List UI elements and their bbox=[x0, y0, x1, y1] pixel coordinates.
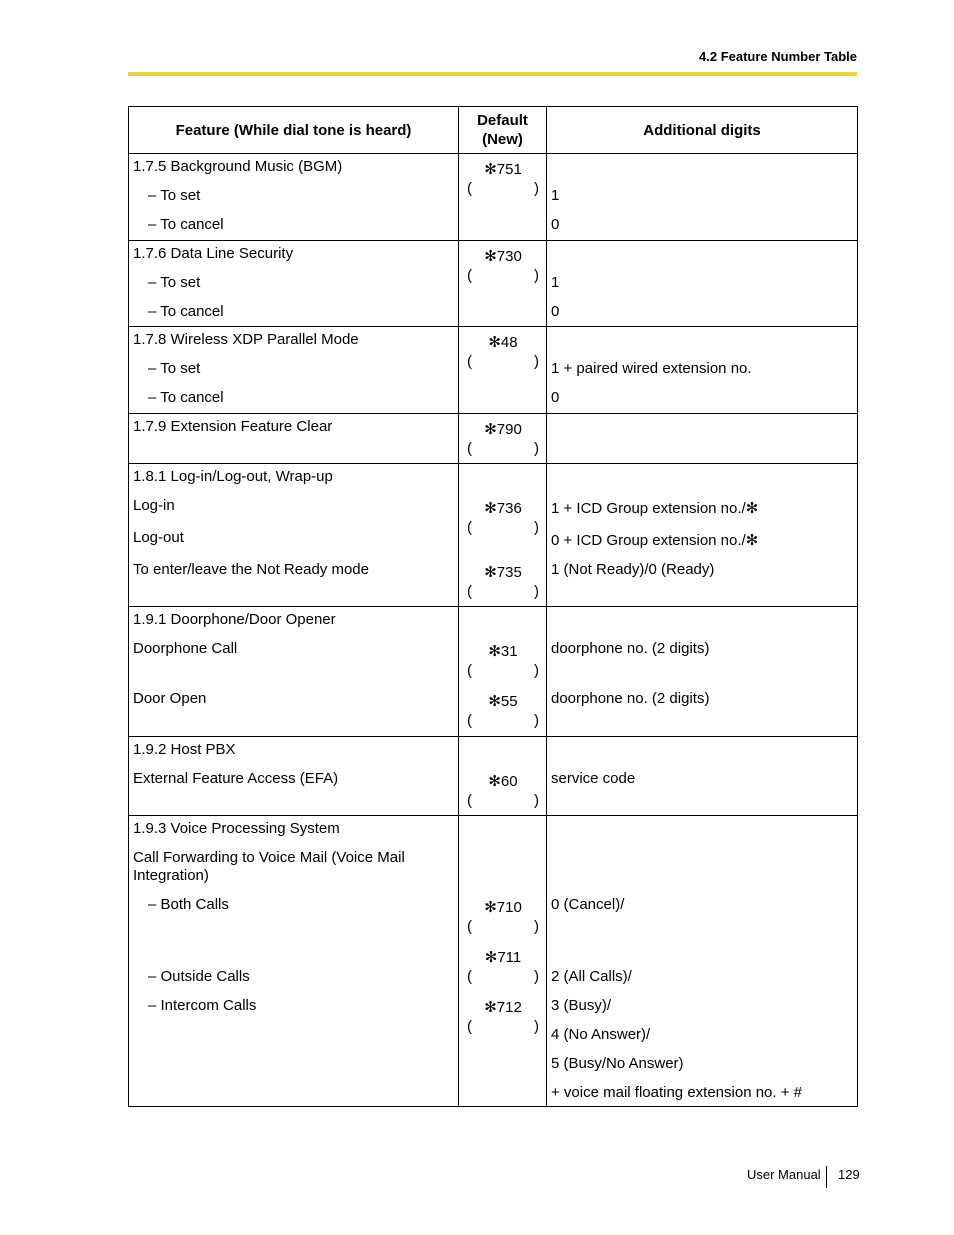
default-cell bbox=[459, 607, 547, 737]
digit-item: 0 bbox=[551, 303, 560, 320]
feature-item: – Both Calls bbox=[148, 896, 229, 913]
table-row bbox=[129, 737, 858, 816]
new-code-blank bbox=[459, 583, 547, 601]
feature-item: Log-out bbox=[133, 529, 184, 546]
digit-item: 0 (Cancel)/ bbox=[551, 896, 625, 913]
digit-item: service code bbox=[551, 770, 636, 787]
feature-item: – Intercom Calls bbox=[148, 997, 257, 1014]
default-cell bbox=[459, 816, 547, 1107]
digits-cell bbox=[547, 327, 858, 414]
table-row bbox=[129, 607, 858, 737]
feature-code: ✻55 bbox=[488, 693, 518, 710]
feature-cell bbox=[129, 327, 459, 414]
close-paren: ) bbox=[534, 712, 539, 729]
section-title: 4.2 Feature Number Table bbox=[699, 49, 857, 64]
table-row bbox=[129, 414, 858, 464]
feature-cell bbox=[129, 241, 459, 327]
feature-code: ✻710 bbox=[484, 899, 522, 916]
close-paren: ) bbox=[534, 968, 539, 985]
close-paren: ) bbox=[534, 267, 539, 284]
feature-code: ✻60 bbox=[488, 773, 518, 790]
new-code-blank bbox=[459, 353, 547, 371]
open-paren: ( bbox=[467, 968, 472, 985]
digits-cell bbox=[547, 241, 858, 327]
open-paren: ( bbox=[467, 712, 472, 729]
feature-item: Doorphone Call bbox=[133, 640, 238, 657]
feature-item: – To set bbox=[148, 360, 201, 377]
new-code-blank bbox=[459, 918, 547, 936]
table-row bbox=[129, 154, 858, 241]
feature-item: Log-in bbox=[133, 497, 175, 514]
footer-divider bbox=[826, 1166, 827, 1188]
feature-title: 1.9.3 Voice Processing System bbox=[133, 820, 340, 837]
table-header-row bbox=[129, 107, 858, 154]
digit-item: 5 (Busy/No Answer) bbox=[551, 1055, 684, 1072]
open-paren: ( bbox=[467, 519, 472, 536]
default-cell bbox=[459, 241, 547, 327]
digit-item: 0 bbox=[551, 389, 560, 406]
page-number: 129 bbox=[838, 1167, 860, 1182]
default-cell bbox=[459, 154, 547, 241]
digits-cell bbox=[547, 607, 858, 737]
new-code-blank bbox=[459, 712, 547, 730]
digit-item: 1 bbox=[551, 274, 560, 291]
feature-cell bbox=[129, 154, 459, 241]
digit-item: 1 (Not Ready)/0 (Ready) bbox=[551, 561, 715, 578]
open-paren: ( bbox=[467, 267, 472, 284]
feature-cell bbox=[129, 607, 459, 737]
feature-title: 1.7.6 Data Line Security bbox=[133, 245, 294, 262]
header-rule bbox=[128, 72, 857, 76]
digit-item: 0 bbox=[551, 216, 560, 233]
feature-code: ✻48 bbox=[488, 334, 518, 351]
feature-item: – To cancel bbox=[148, 389, 224, 406]
default-cell bbox=[459, 414, 547, 464]
new-code-blank bbox=[459, 519, 547, 537]
digit-item: 0 + ICD Group extension no./✻ bbox=[551, 532, 759, 549]
new-code-blank bbox=[459, 968, 547, 986]
feature-code: ✻712 bbox=[484, 999, 522, 1016]
digit-item: 4 (No Answer)/ bbox=[551, 1026, 651, 1043]
digit-item: 2 (All Calls)/ bbox=[551, 968, 632, 985]
new-code-blank bbox=[459, 267, 547, 285]
digits-cell bbox=[547, 816, 858, 1107]
feature-item: To enter/leave the Not Ready mode bbox=[133, 561, 369, 578]
digits-cell bbox=[547, 154, 858, 241]
feature-code: ✻790 bbox=[484, 421, 522, 438]
table-row bbox=[129, 327, 858, 414]
open-paren: ( bbox=[467, 662, 472, 679]
feature-code: ✻711 bbox=[484, 949, 522, 966]
open-paren: ( bbox=[467, 918, 472, 935]
feature-title: 1.8.1 Log-in/Log-out, Wrap-up bbox=[133, 468, 333, 485]
feature-item: Call Forwarding to Voice Mail (Voice Mail Integration) bbox=[133, 849, 405, 884]
feature-title: 1.9.2 Host PBX bbox=[133, 741, 236, 758]
feature-item: – Outside Calls bbox=[148, 968, 250, 985]
open-paren: ( bbox=[467, 180, 472, 197]
feature-cell bbox=[129, 737, 459, 816]
feature-cell bbox=[129, 816, 459, 1107]
close-paren: ) bbox=[534, 792, 539, 809]
close-paren: ) bbox=[534, 1018, 539, 1035]
digits-cell bbox=[547, 414, 858, 464]
open-paren: ( bbox=[467, 583, 472, 600]
feature-cell bbox=[129, 464, 459, 607]
feature-code: ✻736 bbox=[484, 500, 522, 517]
feature-code: ✻730 bbox=[484, 248, 522, 265]
feature-code: ✻31 bbox=[488, 643, 518, 660]
header-feature: Feature (While dial tone is heard) bbox=[129, 107, 459, 154]
digit-item: doorphone no. (2 digits) bbox=[551, 690, 710, 707]
default-cell bbox=[459, 737, 547, 816]
close-paren: ) bbox=[534, 180, 539, 197]
feature-item: – To cancel bbox=[148, 216, 224, 233]
feature-item: – To cancel bbox=[148, 303, 224, 320]
feature-code: ✻751 bbox=[484, 161, 522, 178]
header-additional-digits: Additional digits bbox=[547, 107, 858, 154]
table-row bbox=[129, 464, 858, 607]
feature-code: ✻735 bbox=[484, 564, 522, 581]
close-paren: ) bbox=[534, 519, 539, 536]
digit-item: 1 bbox=[551, 187, 560, 204]
new-code-blank bbox=[459, 440, 547, 458]
feature-title: 1.7.5 Background Music (BGM) bbox=[133, 158, 343, 175]
table-row bbox=[129, 241, 858, 327]
open-paren: ( bbox=[467, 440, 472, 457]
default-cell bbox=[459, 464, 547, 607]
new-code-blank bbox=[459, 662, 547, 680]
footer-label: User Manual bbox=[747, 1167, 821, 1182]
new-code-blank bbox=[459, 792, 547, 810]
close-paren: ) bbox=[534, 918, 539, 935]
new-code-blank bbox=[459, 1018, 547, 1036]
feature-number-table bbox=[128, 106, 858, 1107]
close-paren: ) bbox=[534, 583, 539, 600]
digit-item: 3 (Busy)/ bbox=[551, 997, 612, 1014]
feature-title: 1.7.8 Wireless XDP Parallel Mode bbox=[133, 331, 359, 348]
close-paren: ) bbox=[534, 440, 539, 457]
feature-cell bbox=[129, 414, 459, 464]
header-default-line1: Default bbox=[477, 112, 528, 129]
close-paren: ) bbox=[534, 662, 539, 679]
digits-cell bbox=[547, 737, 858, 816]
open-paren: ( bbox=[467, 353, 472, 370]
feature-title: 1.9.1 Doorphone/Door Opener bbox=[133, 611, 336, 628]
new-code-blank bbox=[459, 180, 547, 198]
default-cell bbox=[459, 327, 547, 414]
digit-item: + voice mail floating extension no. + # bbox=[551, 1084, 802, 1101]
feature-item: – To set bbox=[148, 187, 201, 204]
digit-item: 1 + paired wired extension no. bbox=[551, 360, 752, 377]
digits-cell bbox=[547, 464, 858, 607]
digit-item: 1 + ICD Group extension no./✻ bbox=[551, 500, 759, 517]
open-paren: ( bbox=[467, 792, 472, 809]
feature-item: External Feature Access (EFA) bbox=[133, 770, 339, 787]
header-default-line2: (New) bbox=[482, 131, 523, 148]
feature-title: 1.7.9 Extension Feature Clear bbox=[133, 418, 333, 435]
digit-item: doorphone no. (2 digits) bbox=[551, 640, 710, 657]
open-paren: ( bbox=[467, 1018, 472, 1035]
feature-item: Door Open bbox=[133, 690, 207, 707]
header-default bbox=[459, 107, 547, 154]
close-paren: ) bbox=[534, 353, 539, 370]
table-row bbox=[129, 816, 858, 1107]
feature-item: – To set bbox=[148, 274, 201, 291]
